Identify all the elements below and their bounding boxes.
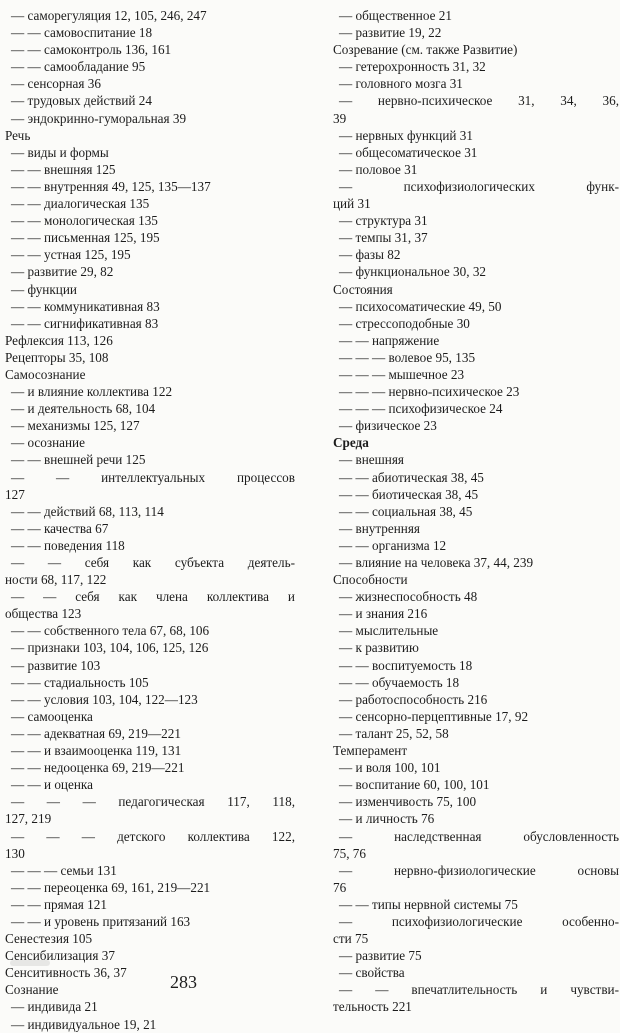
index-entry: — изменчивость 75, 100: [339, 794, 477, 810]
index-entry: — виды и формы: [11, 144, 109, 160]
index-entry: — — — нервно-психическое 23: [339, 384, 520, 400]
index-heading: 127: [5, 486, 25, 502]
index-entry: — — собственного тела 67, 68, 106: [11, 623, 210, 639]
index-heading: общества 123: [5, 606, 82, 622]
index-heading: ций 31: [333, 196, 371, 212]
index-entry: — признаки 103, 104, 106, 125, 126: [11, 640, 209, 656]
index-entry: — — — семьи 131: [11, 862, 117, 878]
index-heading: Сенсибилизация 37: [5, 948, 115, 964]
index-column-right: [333, 7, 619, 1016]
index-entry: — — действий 68, 113, 114: [11, 503, 164, 519]
index-heading: 75, 76: [333, 845, 366, 861]
index-entry: — и личность 76: [339, 811, 435, 827]
index-entry: — психофизиологические особенно-: [339, 913, 619, 929]
index-heading: Среда: [333, 435, 369, 451]
index-heading: 127, 219: [5, 811, 52, 827]
index-entry: — — внутренняя 49, 125, 135—137: [11, 178, 211, 194]
index-entry: — воспитание 60, 100, 101: [339, 777, 490, 793]
index-heading: Созревание (см. также Развитие): [333, 42, 518, 58]
index-entry: — эндокринно-гуморальная 39: [11, 110, 187, 126]
index-entry: — — интеллектуальных процессов: [11, 469, 295, 485]
index-entry: — — — детского коллектива 122,: [11, 828, 295, 844]
index-entry: — развитие 75: [339, 948, 422, 964]
index-entry: — общественное 21: [339, 8, 452, 23]
index-entry: — мыслительные: [339, 623, 439, 639]
index-entry: — — — психофизическое 24: [339, 401, 503, 417]
index-entry: — развитие 103: [11, 657, 101, 673]
index-entry: — — впечатлительность и чувстви-: [339, 982, 619, 998]
index-entry: — функции: [11, 281, 77, 297]
index-entry: — — и оценка: [11, 777, 93, 793]
index-entry: — стрессоподобные 30: [339, 315, 470, 331]
index-entry: — — прямая 121: [11, 896, 107, 912]
index-entry: — структура 31: [339, 213, 428, 229]
index-entry: — и влияние коллектива 122: [11, 384, 173, 400]
index-entry: — влияние на человека 37, 44, 239: [339, 555, 534, 570]
index-entry: — — поведения 118: [11, 537, 125, 553]
index-entry: — — обучаемость 18: [339, 674, 460, 690]
index-entry: — нервных функций 31: [339, 127, 473, 143]
index-column-left: [5, 7, 295, 1033]
index-entry: — — устная 125, 195: [11, 247, 131, 263]
index-entry: — — напряжение: [339, 332, 440, 348]
index-entry: — — себя как члена коллектива и: [11, 589, 295, 605]
index-heading: сти 75: [333, 931, 369, 947]
index-entry: — нервно-физиологические основы: [339, 862, 619, 878]
index-entry: — — самовоспитание 18: [11, 25, 153, 41]
index-heading: 76: [333, 879, 347, 895]
index-entry: — — коммуникативная 83: [11, 298, 160, 314]
index-entry: — трудовых действий 24: [11, 93, 152, 109]
index-entry: — развитие 19, 22: [339, 25, 442, 41]
index-entry: — функциональное 30, 32: [339, 264, 487, 280]
index-entry: — — качества 67: [11, 520, 109, 536]
index-entry: — самооценка: [11, 708, 93, 724]
index-entry: — и воля 100, 101: [339, 760, 441, 776]
index-entry: — сенсорно-перцептивные 17, 92: [339, 708, 529, 724]
index-entry: — — диалогическая 135: [11, 196, 150, 212]
index-entry: — — самоконтроль 136, 161: [11, 42, 172, 58]
index-entry: — — монологическая 135: [11, 213, 158, 229]
index-heading: Состояния: [333, 281, 393, 297]
index-entry: — физическое 23: [339, 418, 437, 434]
index-entry: — внешняя: [339, 452, 404, 468]
index-entry: — — себя как субъекта деятель-: [11, 555, 295, 570]
index-entry: — наследственная обусловленность: [339, 828, 619, 844]
index-entry: — — биотическая 38, 45: [339, 486, 479, 502]
index-entry: — — стадиальность 105: [11, 674, 149, 690]
index-heading: Рецепторы 35, 108: [5, 349, 109, 365]
index-entry: — — переоценка 69, 161, 219—221: [11, 879, 211, 895]
index-entry: — и знания 216: [339, 606, 428, 622]
index-entry: — механизмы 125, 127: [11, 418, 140, 434]
index-heading: Речь: [5, 127, 31, 143]
index-entry: — — письменная 125, 195: [11, 230, 160, 246]
index-entry: — — и взаимооценка 119, 131: [11, 743, 182, 759]
index-entry: — — адекватная 69, 219—221: [11, 725, 181, 741]
index-heading: Способности: [333, 572, 408, 588]
index-entry: — — абиотическая 38, 45: [339, 469, 484, 485]
index-entry: — — недооценка 69, 219—221: [11, 760, 185, 776]
index-entry: — внутренняя: [339, 520, 420, 536]
index-entry: — половое 31: [339, 161, 418, 177]
index-entry: — — внешняя 125: [11, 161, 116, 177]
index-entry: — общесоматическое 31: [339, 144, 478, 160]
index-entry: — развитие 29, 82: [11, 264, 114, 280]
index-entry: — — внешней речи 125: [11, 452, 146, 468]
index-entry: — — социальная 38, 45: [339, 503, 473, 519]
index-entry: — талант 25, 52, 58: [339, 725, 449, 741]
index-entry: — — — мышечное 23: [339, 366, 465, 382]
index-entry: — саморегуляция 12, 105, 246, 247: [11, 8, 207, 23]
index-heading: Рефлексия 113, 126: [5, 332, 113, 348]
index-entry: — — сигнификативная 83: [11, 315, 159, 331]
index-entry: — — типы нервной системы 75: [339, 896, 518, 912]
index-entry: — — условия 103, 104, 122—123: [11, 691, 198, 707]
index-entry: — осознание: [11, 435, 85, 451]
index-entry: — психосоматические 49, 50: [339, 298, 502, 314]
index-heading: Сознание: [5, 982, 59, 998]
index-entry: — индивида 21: [11, 999, 98, 1015]
index-heading: 130: [5, 845, 25, 861]
index-entry: — темпы 31, 37: [339, 230, 428, 246]
index-heading: тельность 221: [333, 999, 412, 1015]
index-entry: — работоспособность 216: [339, 691, 488, 707]
index-heading: Сенситивность 36, 37: [5, 965, 127, 981]
index-entry: — — самообладание 95: [11, 59, 146, 75]
index-entry: — фазы 82: [339, 247, 401, 263]
index-heading: Самосознание: [5, 366, 86, 382]
index-entry: — — организма 12: [339, 537, 447, 553]
index-heading: Темперамент: [333, 743, 408, 759]
index-entry: — гетерохронность 31, 32: [339, 59, 486, 75]
index-entry: — — — волевое 95, 135: [339, 349, 476, 365]
print-smudge: [10, 960, 50, 966]
index-entry: — — и уровень притязаний 163: [11, 913, 191, 929]
index-heading: Сенестезия 105: [5, 931, 93, 947]
index-heading: 39: [333, 110, 347, 126]
page-number: 283: [170, 972, 197, 992]
index-entry: — — — педагогическая 117, 118,: [11, 794, 295, 810]
index-entry: — сенсорная 36: [11, 76, 101, 92]
index-heading: ности 68, 117, 122: [5, 572, 107, 588]
index-entry: — нервно-психическое 31, 34, 36,: [339, 93, 619, 109]
index-entry: — — воспитуемость 18: [339, 657, 473, 673]
index-entry: — индивидуальное 19, 21: [11, 1016, 157, 1032]
index-entry: — жизнеспособность 48: [339, 589, 478, 605]
index-entry: — к развитию: [339, 640, 419, 656]
index-entry: — психофизиологических функ-: [339, 178, 619, 194]
index-entry: — и деятельность 68, 104: [11, 401, 156, 417]
index-entry: — головного мозга 31: [339, 76, 463, 92]
index-entry: — свойства: [339, 965, 405, 981]
